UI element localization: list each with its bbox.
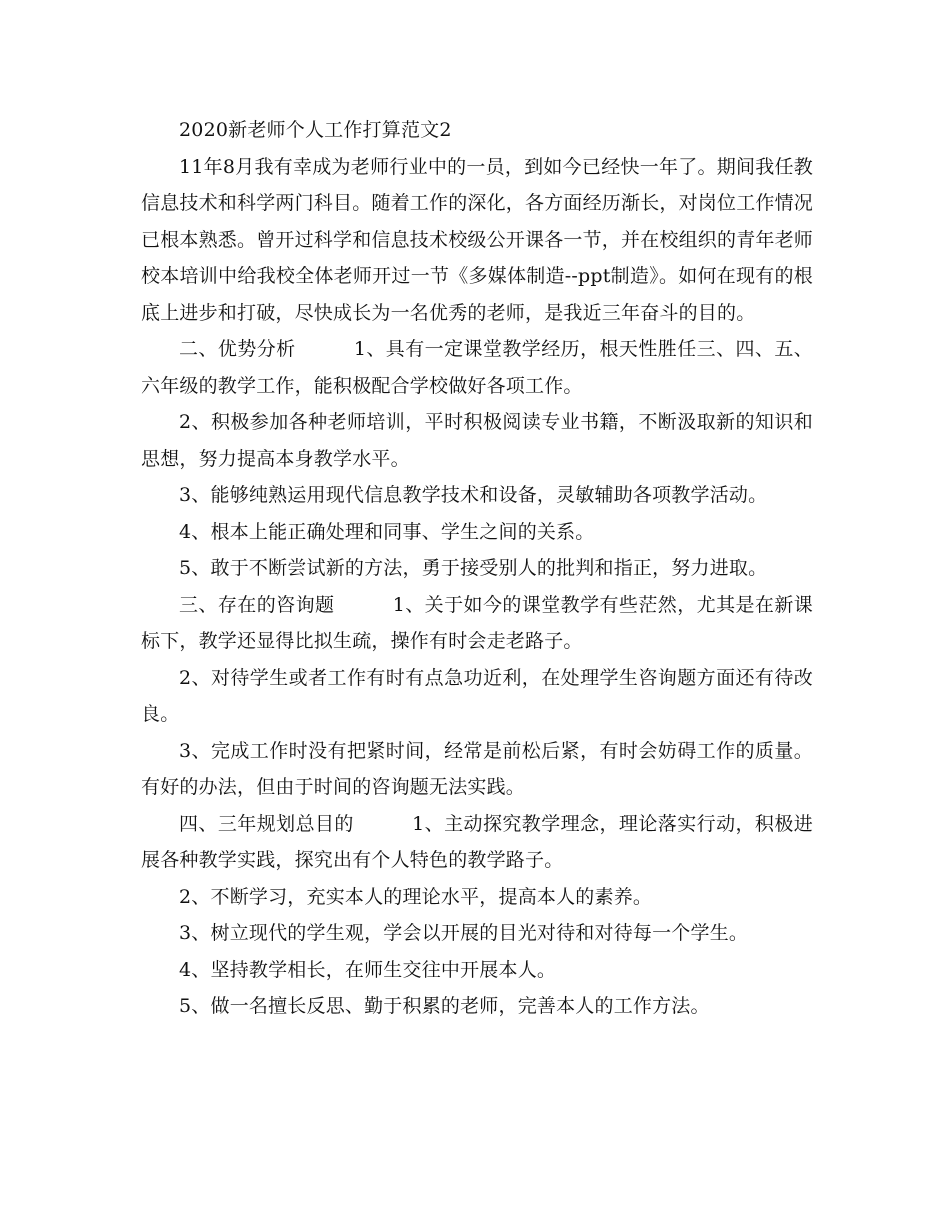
paragraph-advantages-5: 5、敢于不断尝试新的方法，勇于接受别人的批判和指正，努力进取。 [179, 557, 768, 579]
paragraph-advantages-1: 二、优势分析 1、具有一定课堂教学经历，根天性胜任三、四、五、六年级的教学工作，能积极配合学校做好各项工作。 [141, 338, 813, 397]
paragraph-problems-3: 3、完成工作时没有把紧时间，经常是前松后紧，有时会妨碍工作的质量。有好的办法，但由于时间的咨询题无法实践。 [141, 739, 813, 798]
document-title: 2020新老师个人工作打算范文2 [179, 119, 452, 141]
paragraph-advantages-4: 4、根本上能正确处理和同事、学生之间的关系。 [179, 520, 595, 543]
document-body [141, 112, 813, 1025]
paragraph-goals-5: 5、做一名擅长反思、勤于积累的老师，完善本人的工作方法。 [179, 995, 710, 1017]
paragraph-problems-2: 2、对待学生或者工作有时有点急功近利，在处理学生咨询题方面还有待改良。 [141, 666, 813, 725]
paragraph-advantages-3: 3、能够纯熟运用现代信息教学技术和设备，灵敏辅助各项教学活动。 [179, 484, 768, 506]
paragraph-goals-1: 四、三年规划总目的 1、主动探究教学理念，理论落实行动，积极进展各种教学实践，探究出有个人特色的教学路子。 [141, 812, 813, 871]
paragraph-goals-4: 4、坚持教学相长，在师生交往中开展本人。 [179, 958, 557, 981]
paragraph-intro: 11年8月我有幸成为老师行业中的一员，到如今已经快一年了。期间我任教信息技术和科学两门科目。随着工作的深化，各方面经历渐长，对岗位工作情况已根本熟悉。曾开过科学和信息技术校级公开课各一节，并在校组织的青年老师校本培训中给我校全体老师开过一节《多媒体制造--ppt制造》。如何在现有的根底上进步和打破，尽快成长为一名优秀的老师，是我近三年奋斗的目的。 [141, 155, 814, 324]
paragraph-goals-2: 2、不断学习，充实本人的理论水平，提高本人的素养。 [179, 885, 653, 908]
paragraph-problems-1: 三、存在的咨询题 1、关于如今的课堂教学有些茫然，尤其是在新课标下，教学还显得比拟生疏，操作有时会走老路子。 [141, 593, 813, 652]
paragraph-goals-3: 3、树立现代的学生观，学会以开展的目光对待和对待每一个学生。 [179, 922, 749, 944]
paragraph-advantages-2: 2、积极参加各种老师培训，平时积极阅读专业书籍，不断汲取新的知识和思想，努力提高本身教学水平。 [141, 411, 813, 470]
